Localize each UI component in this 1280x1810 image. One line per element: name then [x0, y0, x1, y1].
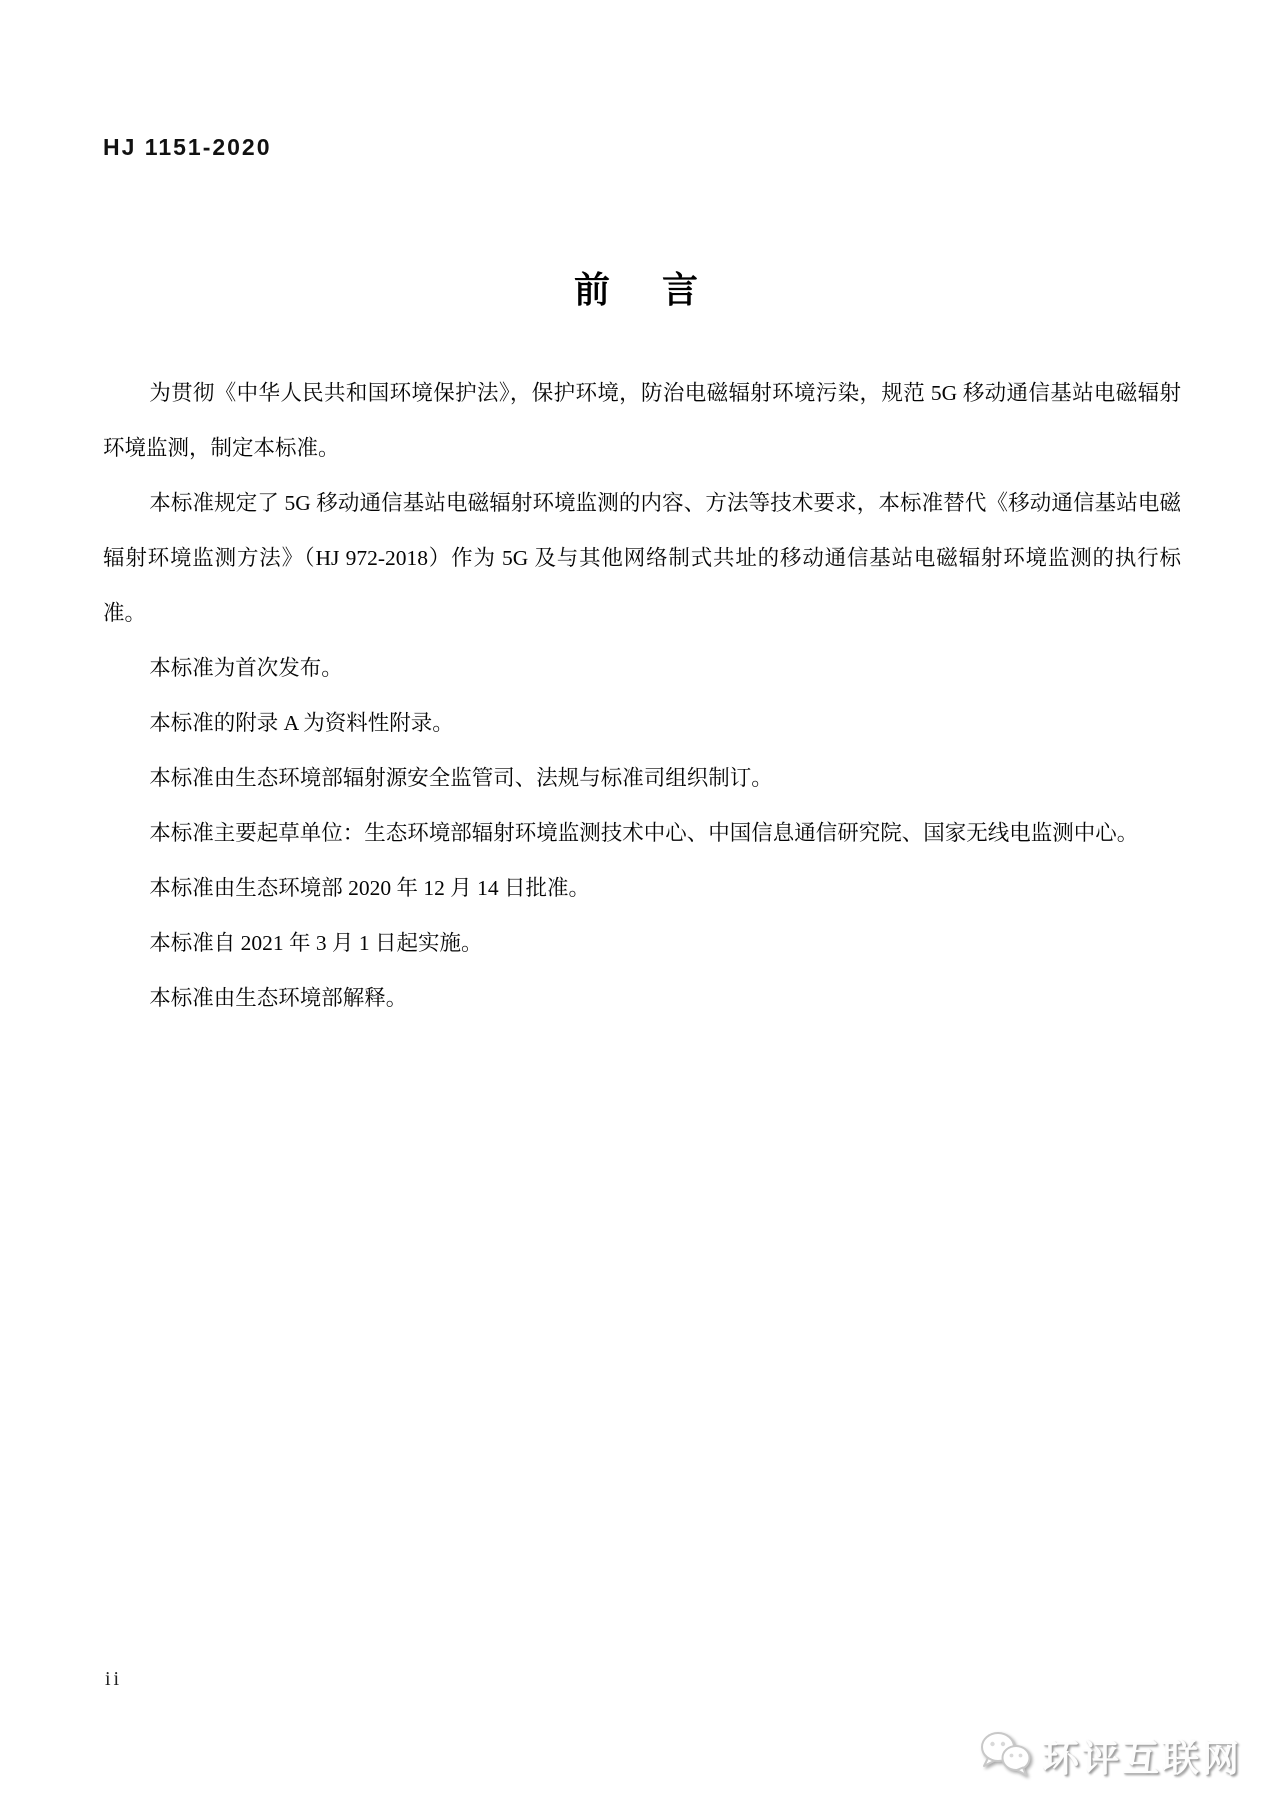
paragraph: 本标准为首次发布。	[149, 656, 343, 680]
document-body	[103, 366, 1181, 1026]
paragraph: 本标准规定了 5G 移动通信基站电磁辐射环境监测的内容、方法等技术要求，本标准替代《移动通信基站电磁辐射环境监测方法》（HJ 972-2018）作为 5G 及与其他网络制式共址的移动通信基站电磁辐射环境监测的执行标准。	[103, 491, 1181, 625]
wechat-icon	[978, 1730, 1034, 1780]
site-watermark	[978, 1728, 1242, 1782]
paragraph: 本标准由生态环境部解释。	[149, 986, 408, 1010]
paragraph: 本标准由生态环境部辐射源安全监管司、法规与标准司组织制订。	[149, 766, 773, 790]
page-number: ii	[105, 1668, 123, 1690]
paragraph: 本标准由生态环境部 2020 年 12 月 14 日批准。	[149, 876, 590, 900]
paragraph: 本标准自 2021 年 3 月 1 日起实施。	[149, 931, 483, 955]
standard-number: HJ 1151-2020	[103, 134, 272, 160]
paragraph: 本标准的附录 A 为资料性附录。	[149, 711, 454, 735]
paragraph: 为贯彻《中华人民共和国环境保护法》，保护环境，防治电磁辐射环境污染，规范 5G 移动通信基站电磁辐射环境监测，制定本标准。	[103, 381, 1181, 460]
page-title: 前 言	[573, 269, 706, 310]
paragraph: 本标准主要起草单位：生态环境部辐射环境监测技术中心、中国信息通信研究院、国家无线电监测中心。	[149, 821, 1139, 845]
watermark-text: 环评互联网	[1042, 1738, 1242, 1779]
